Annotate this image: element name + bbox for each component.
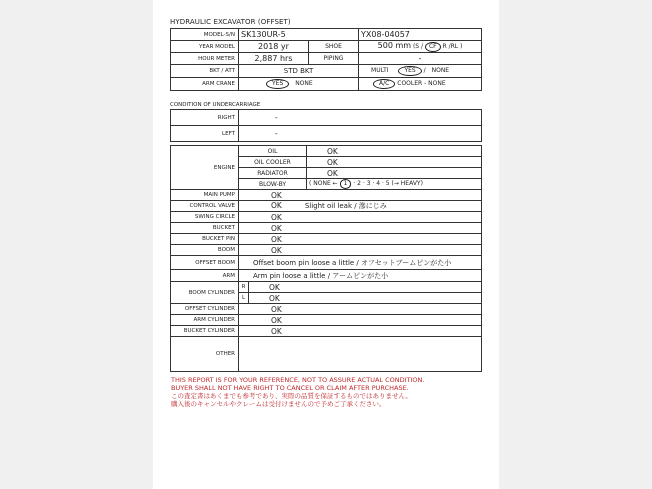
blowby-start: ( NONE ← — [309, 180, 338, 187]
engine-radiator-value: OK — [307, 168, 482, 179]
multi-selected-oval: YES — [398, 66, 421, 76]
offset-boom-value: Offset boom pin loose a little / オフセットブームピンがた小 — [239, 256, 482, 270]
piping-label: PIPING — [309, 53, 359, 65]
part-label: BUCKET — [171, 223, 239, 234]
arm-label: ARM — [171, 270, 239, 282]
cylinder-label: BUCKET CYLINDER — [171, 326, 239, 337]
part-label: MAIN PUMP — [171, 190, 239, 201]
cooler-rest: COOLER - NONE — [397, 80, 446, 87]
cylinder-label: ARM CYLINDER — [171, 315, 239, 326]
part-status: OK — [271, 190, 282, 200]
other-value — [239, 337, 482, 372]
boom-cylinder-label: BOOM CYLINDER — [171, 282, 239, 304]
disclaimer — [171, 376, 424, 408]
part-value — [239, 223, 482, 234]
multi-label: MULTI — [371, 67, 389, 74]
engine-cooler-value: OK — [307, 157, 482, 168]
machine-info-table — [170, 28, 482, 91]
cooler-selected-oval: A/C — [373, 79, 395, 89]
cylinder-value: OK — [239, 326, 482, 337]
part-value — [239, 212, 482, 223]
bkt-label: BKT / ATT — [171, 65, 239, 78]
hour-value: 2,887 hrs — [239, 53, 309, 65]
boom-cylinder-l-label: L — [239, 293, 249, 304]
part-label: BUCKET PIN — [171, 234, 239, 245]
part-status: OK — [271, 234, 282, 244]
part-label: CONTROL VALVE — [171, 201, 239, 212]
disclaimer-line: 購入後のキャンセルやクレームは受付けませんので予めご了承ください。 — [171, 400, 386, 408]
crane-label: ARM CRANE — [171, 78, 239, 91]
shoe-width: 500 mm — [377, 41, 412, 50]
part-status: OK — [271, 201, 282, 210]
part-value — [239, 190, 482, 201]
undercarriage-left-label: LEFT — [171, 126, 239, 142]
undercarriage-title: CONDITION OF UNDERCARRIAGE — [170, 102, 261, 108]
year-label: YEAR MODEL — [171, 41, 239, 53]
shoe-label: SHOE — [309, 41, 359, 53]
blowby-selected-oval: 1 — [340, 179, 352, 189]
undercarriage-right-label: RIGHT — [171, 110, 239, 126]
crane-cell — [239, 78, 359, 91]
crane-selected-oval: YES — [266, 79, 289, 89]
hour-label: HOUR METER — [171, 53, 239, 65]
multi-cell — [359, 65, 482, 78]
part-status: OK — [271, 223, 282, 233]
shoe-selected-oval: CF — [425, 42, 441, 52]
crane-other: NONE — [295, 80, 313, 87]
part-value — [239, 234, 482, 245]
undercarriage-table — [170, 109, 482, 142]
part-status: OK — [271, 245, 282, 255]
shoe-close: R /RL ) — [442, 43, 463, 50]
part-note: Slight oil leak / 滲にじみ — [304, 202, 387, 210]
boom-cylinder-l-value: OK — [249, 293, 482, 304]
part-value — [239, 245, 482, 256]
disclaimer-line: この査定書はあくまでも参考であり、実際の品質を保証するものではありません。 — [171, 392, 412, 400]
offset-boom-label: OFFSET BOOM — [171, 256, 239, 270]
engine-blowby-label: BLOW-BY — [239, 179, 307, 190]
inspection-table — [170, 145, 482, 372]
other-label: OTHER — [171, 337, 239, 372]
boom-cylinder-r-value: OK — [249, 282, 482, 293]
cooler-cell — [359, 78, 482, 91]
part-status: OK — [271, 212, 282, 222]
bkt-value: STD BKT — [239, 65, 359, 78]
cylinder-value: OK — [239, 304, 482, 315]
undercarriage-left-value: - — [239, 126, 482, 142]
multi-sep: / — [423, 67, 426, 74]
piping-value: - — [359, 53, 482, 65]
engine-oil-value: OK — [307, 146, 482, 157]
engine-blowby-scale — [307, 179, 482, 190]
shoe-value — [359, 41, 482, 53]
part-label: SWING CIRCLE — [171, 212, 239, 223]
report-title: HYDRAULIC EXCAVATOR (OFFSET) — [170, 18, 291, 26]
model-label: MODEL-S/N — [171, 29, 239, 41]
blowby-rest: · 2 · 3 · 4 · 5 (→ HEAVY) — [353, 180, 423, 187]
disclaimer-line: THIS REPORT IS FOR YOUR REFERENCE, NOT TO ASSURE ACTUAL CONDITION. — [171, 376, 425, 384]
engine-label: ENGINE — [171, 146, 239, 190]
part-value — [239, 201, 482, 212]
part-label: BOOM — [171, 245, 239, 256]
shoe-open: (S / — [412, 43, 424, 50]
year-value: 2018 yr — [239, 41, 309, 53]
engine-cooler-label: OIL COOLER — [239, 157, 307, 168]
cylinder-value: OK — [239, 315, 482, 326]
boom-cylinder-r-label: R — [239, 282, 249, 293]
serial-value: YX08-04057 — [359, 29, 482, 41]
arm-value: Arm pin loose a little / アームピンがた小 — [239, 270, 482, 282]
engine-radiator-label: RADIATOR — [239, 168, 307, 179]
cylinder-label: OFFSET CYLINDER — [171, 304, 239, 315]
engine-oil-label: OIL — [239, 146, 307, 157]
multi-other: NONE — [431, 67, 450, 74]
disclaimer-line: BUYER SHALL NOT HAVE RIGHT TO CANCEL OR CLAIM AFTER PURCHASE. — [171, 384, 409, 392]
undercarriage-right-value: - — [239, 110, 482, 126]
model-value: SK130UR-5 — [239, 29, 359, 41]
